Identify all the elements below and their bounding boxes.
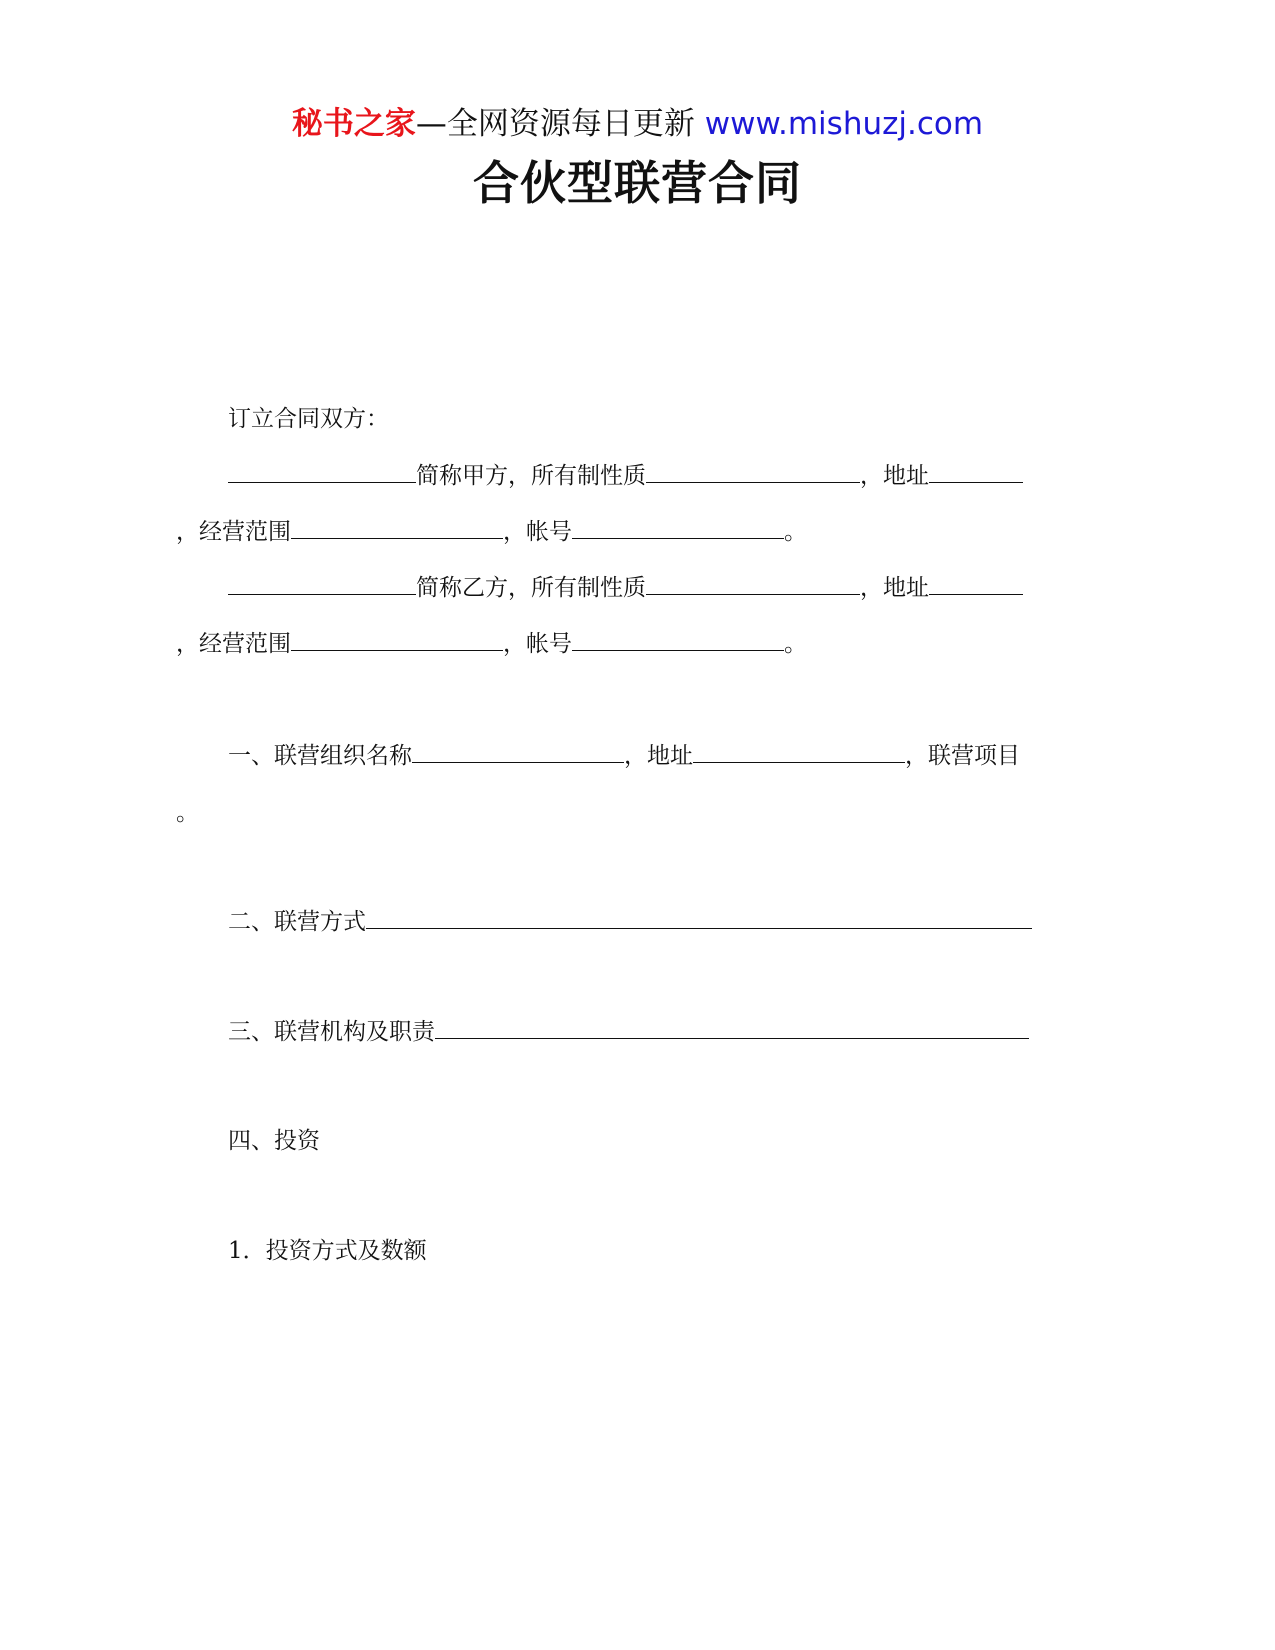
party-a-line-2	[176, 516, 807, 547]
party-b-ownership-blank[interactable]	[646, 572, 860, 595]
slogan: —全网资源每日更新	[415, 106, 695, 142]
clause-4-1-label: 1．投资方式及数额	[228, 1238, 427, 1264]
document-title: 合伙型联营合同	[473, 156, 802, 210]
clause-3-line	[228, 1016, 1029, 1047]
org-name-blank[interactable]	[412, 740, 624, 763]
org-address-blank[interactable]	[693, 740, 905, 763]
party-b-address-blank[interactable]	[929, 572, 1023, 595]
party-a-scope-label: ，经营范围	[176, 519, 291, 545]
site-url[interactable]: www.mishuzj.com	[704, 106, 984, 142]
party-a-name-blank[interactable]	[228, 460, 416, 483]
clause-1-address-label: ，地址	[624, 743, 693, 769]
party-a-line-1	[228, 460, 1023, 491]
party-b-account-blank[interactable]	[572, 628, 784, 651]
party-a-account-blank[interactable]	[572, 516, 784, 539]
party-b-name-blank[interactable]	[228, 572, 416, 595]
party-a-end: 。	[784, 519, 807, 545]
party-b-end: 。	[784, 631, 807, 657]
party-a-address-blank[interactable]	[929, 460, 1023, 483]
clause-1-line-1	[228, 740, 1020, 771]
party-b-address-label: ，地址	[860, 575, 929, 601]
party-b-scope-blank[interactable]	[291, 628, 503, 651]
party-b-short-name: 简称乙方，所有制性质	[416, 575, 646, 601]
party-b-scope-label: ，经营范围	[176, 631, 291, 657]
org-duties-blank[interactable]	[435, 1016, 1029, 1039]
clause-1-end: 。	[176, 800, 199, 826]
party-b-line-2	[176, 628, 807, 659]
brand-name: 秘书之家	[291, 106, 416, 142]
clause-2-label: 二、联营方式	[228, 909, 366, 935]
clause-1-project-label: ，联营项目	[905, 743, 1020, 769]
clause-2-line	[228, 906, 1032, 937]
party-a-scope-blank[interactable]	[291, 516, 503, 539]
parties-intro: 订立合同双方：	[228, 406, 389, 432]
party-a-address-label: ，地址	[860, 463, 929, 489]
joint-mode-blank[interactable]	[366, 906, 1032, 929]
party-b-line-1	[228, 572, 1023, 603]
site-header	[0, 100, 1275, 148]
clause-3-label: 三、联营机构及职责	[228, 1019, 435, 1045]
clause-1-label: 一、联营组织名称	[228, 743, 412, 769]
party-a-short-name: 简称甲方，所有制性质	[416, 463, 646, 489]
party-a-ownership-blank[interactable]	[646, 460, 860, 483]
party-b-account-label: ，帐号	[503, 631, 572, 657]
party-a-account-label: ，帐号	[503, 519, 572, 545]
clause-4-label: 四、投资	[228, 1128, 320, 1154]
